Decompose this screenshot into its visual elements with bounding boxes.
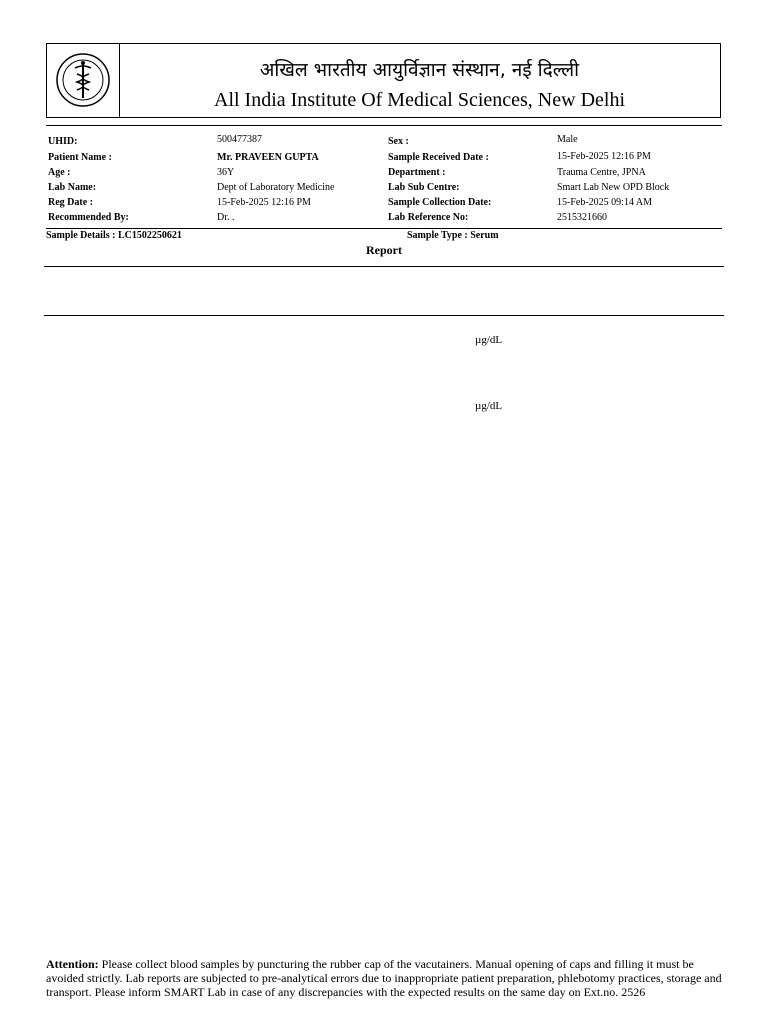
sample-collection-value: 15-Feb-2025 09:14 AM [557,197,652,208]
attention-text: Please collect blood samples by puncturing the rubber cap of the vacutainers. Manual opening of caps and filling it must be avoided strictly. Lab reports are subjected to pre-analytical errors due to inappropriate patient preparation, phlebotomy practices, storage and transport. Please inform SMART Lab in case of any discrepancies with the expected results on the same day on Ext.no. 2526 [46,957,722,999]
recommended-by-label: Recommended By: [48,212,129,223]
lab-reference-label: Lab Reference No: [388,212,469,223]
sex-value: Male [557,134,578,145]
sex-label: Sex : [388,136,409,147]
department-label: Department : [388,167,446,178]
aiims-emblem-icon [55,52,111,108]
sample-details: Sample Details : LC1502250621 [46,230,182,241]
patient-name-value: Mr. PRAVEEN GUPTA [217,152,319,163]
patient-name-label: Patient Name : [48,152,112,163]
age-label: Age : [48,167,71,178]
sample-collection-label: Sample Collection Date: [388,197,492,208]
report-title: Report [366,243,402,257]
sample-type: Sample Type : Serum [407,230,499,241]
result-unit-2: µg/dL [475,400,503,412]
report-header [46,43,721,118]
lab-sub-centre-label: Lab Sub Centre: [388,182,460,193]
divider-top [46,125,722,126]
sample-received-value: 15-Feb-2025 12:16 PM [557,151,651,162]
result-unit-1: µg/dL [475,334,503,346]
divider-report-top [44,266,724,267]
lab-reference-value: 2515321660 [557,212,607,223]
attention-label: Attention: [46,957,99,971]
lab-sub-centre-value: Smart Lab New OPD Block [557,182,670,193]
divider-report-header-bottom [44,315,724,316]
lab-name-label: Lab Name: [48,182,97,193]
attention-note [46,957,726,999]
reg-date-label: Reg Date : [48,197,93,208]
department-value: Trauma Centre, JPNA [557,167,646,178]
uhid-label: UHID: [48,136,78,147]
uhid-value: 500477387 [217,134,262,145]
recommended-by-value: Dr. . [217,212,235,223]
institute-title-hindi: अखिल भारतीय आयुर्विज्ञान संस्थान, नई दिल्ली [259,59,580,81]
logo-cell [47,44,120,117]
lab-name-value: Dept of Laboratory Medicine [217,182,335,193]
age-value: 36Y [217,167,235,178]
sample-received-label: Sample Received Date : [388,152,489,163]
reg-date-value: 15-Feb-2025 12:16 PM [217,197,311,208]
institute-title-english: All India Institute Of Medical Sciences, New Delhi [214,89,625,111]
